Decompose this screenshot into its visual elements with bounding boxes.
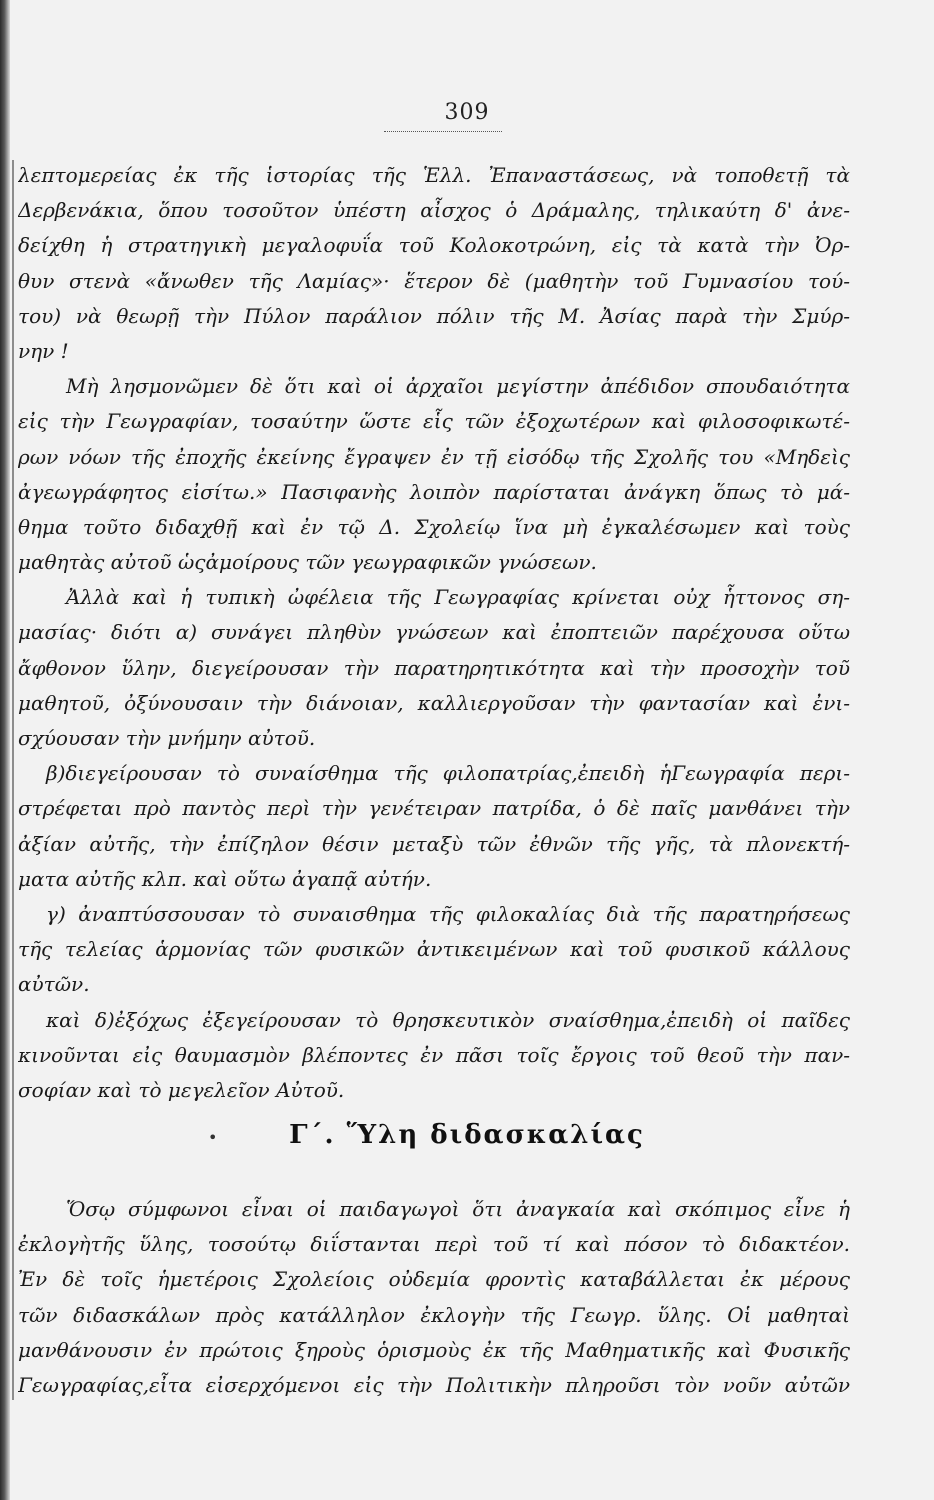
text-line: τῶν διδασκάλων πρὸς κατάλληλον ἐκλογὴν τῆς Γεωγρ. ὕλης. Οἱ μαθηταὶ bbox=[18, 1302, 850, 1327]
text-line: β)διεγείρουσαν τὸ συναίσθημα τῆς φιλοπατρίας,ἐπειδὴ ἡΓεωγραφία περι- bbox=[46, 761, 850, 786]
heading-margin-mark: • bbox=[208, 1128, 218, 1147]
text-line: νην ! bbox=[18, 338, 69, 363]
text-line: ἀξίαν αὐτῆς, τὴν ἐπίζηλον θέσιν μεταξὺ τῶν ἐθνῶν τῆς γῆς, τὰ πλονεκτή- bbox=[18, 831, 850, 856]
text-line: εἰς τὴν Γεωγραφίαν, τοσαύτην ὥστε εἷς τῶν ἐξοχωτέρων καὶ φιλοσοφικωτέ- bbox=[18, 409, 850, 434]
text-line: ἐκλογὴτῆς ὕλης, τοσούτῳ διΐστανται περὶ τοῦ τί καὶ πόσον τὸ διδακτέον. bbox=[18, 1232, 850, 1257]
text-line: γ) ἀναπτύσσουσαν τὸ συναισθημα τῆς φιλοκαλίας διὰ τῆς παρατηρήσεως bbox=[46, 901, 850, 926]
text-line: κινοῦνται εἰς θαυμασμὸν βλέποντες ἐν πᾶσι τοῖς ἔργοις τοῦ θεοῦ τὴν παν- bbox=[18, 1042, 850, 1067]
text-line: Μὴ λησμονῶμεν δὲ ὅτι καὶ οἱ ἀρχαῖοι μεγίστην ἀπέδιδον σπουδαιότητα bbox=[66, 374, 850, 399]
text-line: Γεωγραφίας,εἶτα εἰσερχόμενοι εἰς τὴν Πολιτικὴν πληροῦσι τὸν νοῦν αὐτῶν bbox=[18, 1372, 850, 1397]
text-line: στρέφεται πρὸ παντὸς περὶ τὴν γενέτειραν πατρίδα, ὁ δὲ παῖς μανθάνει τὴν bbox=[18, 796, 850, 821]
section-heading: Γ΄. Ὕλη διδασκαλίας bbox=[289, 1120, 645, 1150]
body-text-bottom bbox=[18, 1192, 850, 1403]
text-line: ἀγεωγράφητος εἰσίτω.» Πασιφανὴς λοιπὸν παρίσταται ἀνάγκη ὅπως τὸ μά- bbox=[18, 479, 850, 504]
page-number: 309 bbox=[444, 100, 490, 125]
page-number-underline bbox=[384, 131, 502, 132]
text-line: Ἐν δὲ τοῖς ἡμετέροις Σχολείοις οὐδεμία φροντὶς καταβάλλεται ἐκ μέρους bbox=[18, 1267, 850, 1292]
text-line: σχύουσαν τὴν μνήμην αὐτοῦ. bbox=[18, 726, 316, 750]
text-line: Δερβενάκια, ὅπου τοσοῦτον ὑπέστη αἶσχος ὁ Δράμαλης, τηλικαύτη δ' ἀνε- bbox=[18, 198, 850, 223]
text-line: λεπτομερείας ἐκ τῆς ἱστορίας τῆς Ἑλλ. Ἐπαναστάσεως, νὰ τοποθετῇ τὰ bbox=[18, 163, 850, 187]
text-line: καὶ δ)ἐξόχως ἐξεγείρουσαν τὸ θρησκευτικὸν σναίσθημα,ἐπειδὴ οἱ παῖδες bbox=[46, 1007, 850, 1032]
text-line: ματα αὐτῆς κλπ. καὶ οὕτω ἀγαπᾷ αὐτήν. bbox=[18, 866, 432, 891]
text-line: Ὅσῳ σύμφωνοι εἶναι οἱ παιδαγωγοὶ ὅτι ἀναγκαία καὶ σκόπιμος εἶνε ἡ bbox=[66, 1197, 850, 1221]
text-line: ἄφθονον ὕλην, διεγείρουσαν τὴν παρατηρητικότητα καὶ τὴν προσοχὴν τοῦ bbox=[18, 655, 850, 680]
text-line: μασίας· διότι α) συνάγει πληθὺν γνώσεων καὶ ἐποπτειῶν παρέχουσα οὕτω bbox=[18, 620, 850, 645]
text-line: αὐτῶν. bbox=[18, 972, 90, 997]
text-line: μαθητὰς αὐτοῦ ὡςἀμοίρους τῶν γεωγραφικῶν γνώσεων. bbox=[18, 550, 597, 575]
text-line: σοφίαν καὶ τὸ μεγελεῖον Αὐτοῦ. bbox=[18, 1077, 345, 1102]
text-line: μαθητοῦ, ὀξύνουσαιν τὴν διάνοιαν, καλλιεργοῦσαν τὴν φαντασίαν καὶ ἐνι- bbox=[18, 690, 850, 715]
text-line: μανθάνουσιν ἐν πρώτοις ξηροὺς ὁρισμοὺς ἐκ τῆς Μαθηματικῆς καὶ Φυσικῆς bbox=[18, 1337, 850, 1362]
text-line: θυν στενὰ «ἄνωθεν τῆς Λαμίας»· ἕτερον δὲ (μαθητὴν τοῦ Γυμνασίου τού- bbox=[18, 268, 850, 293]
text-line: του) νὰ θεωρῇ τὴν Πύλον παράλιον πόλιν τῆς Μ. Ἀσίας παρὰ τὴν Σμύρ- bbox=[18, 303, 850, 328]
text-line: ρων νόων τῆς ἐποχῆς ἐκείνης ἔγραψεν ἐν τῇ εἰσόδῳ τῆς Σχολῆς του «Μηδεὶς bbox=[18, 444, 850, 469]
text-line: δείχθη ἡ στρατηγικὴ μεγαλοφυΐα τοῦ Κολοκοτρώνη, εἰς τὰ κατὰ τὴν Ὀρ- bbox=[18, 233, 850, 258]
binding-edge-shadow bbox=[0, 0, 10, 1500]
margin-rule bbox=[12, 160, 14, 1400]
text-line: Ἀλλὰ καὶ ἡ τυπικὴ ὠφέλεια τῆς Γεωγραφίας κρίνεται οὐχ ἧττονος ση- bbox=[66, 585, 850, 610]
body-text-top bbox=[18, 158, 850, 1108]
text-line: τῆς τελείας ἁρμονίας τῶν φυσικῶν ἀντικειμένων καὶ τοῦ φυσικοῦ κάλλους bbox=[18, 937, 850, 962]
text-line: θημα τοῦτο διδαχθῇ καὶ ἐν τῷ Δ. Σχολείῳ ἵνα μὴ ἐγκαλέσωμεν καὶ τοὺς bbox=[18, 514, 850, 539]
